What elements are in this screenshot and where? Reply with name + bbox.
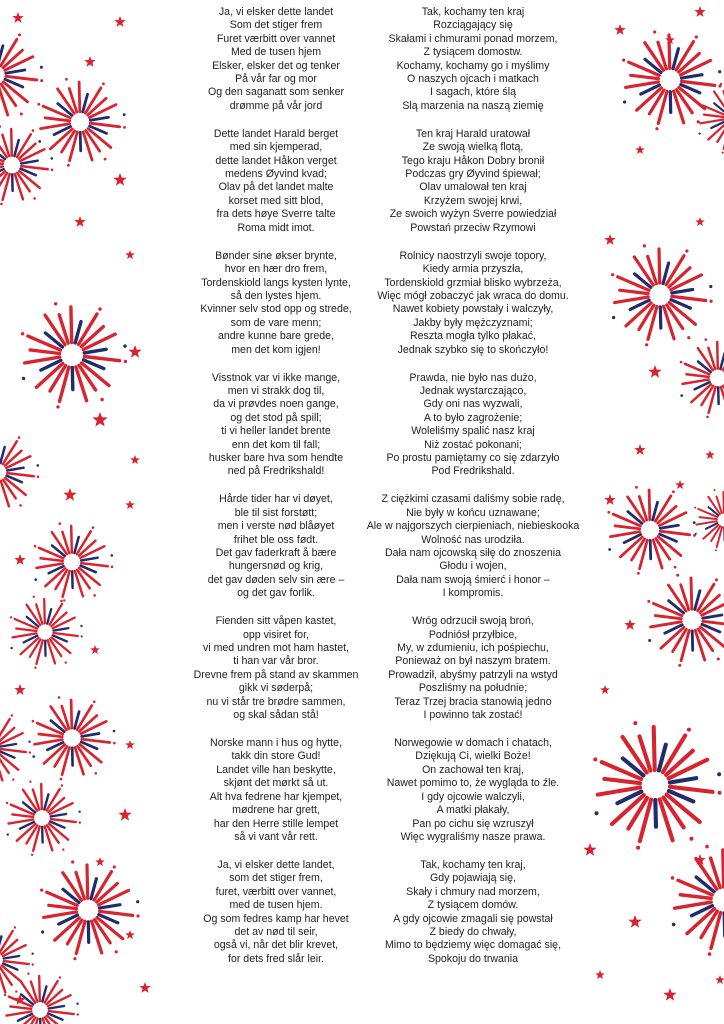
lyric-line: Niż zostać pokonani; [424, 438, 522, 451]
lyric-line: Olav på det landet malte [218, 181, 334, 194]
firework-icon [6, 781, 81, 857]
firework-icon [671, 845, 724, 956]
star-icon [139, 982, 150, 993]
lyric-line: Prowadził, abyśmy patrzyli na wstyd [388, 668, 558, 681]
lyric-line: skjønt det mørkt så ut. [223, 777, 329, 790]
lyric-line: Som det stiger frem [229, 19, 323, 32]
lyric-line: for dets fred slår leir. [228, 952, 324, 965]
lyric-line: Skałami i chmurami ponad morzem, [388, 32, 558, 45]
lyric-line: Więc mógł zobaczyć jak wraca do domu. [377, 289, 569, 302]
star-icon [715, 975, 724, 984]
lyric-line: My, w zdumieniu, ich pośpiechu, [397, 642, 549, 655]
lyric-line: med de tusen hjem. [229, 899, 323, 912]
lyric-line: Więc wygraliśmy nasze prawa. [400, 830, 546, 843]
lyric-line: On zachował ten kraj, [422, 763, 524, 776]
lyric-line: Bønder sine økser brynte, [215, 249, 337, 262]
lyric-line: fra dets høye Sverre talte [216, 208, 336, 221]
lyric-line: Norske mann i hus og hytte, [210, 737, 342, 750]
lyric-line: A gdy ojcowie zmagali się powstał [393, 912, 553, 925]
star-icon [705, 450, 715, 459]
lyric-line: Og den saganatt som senker [207, 86, 345, 99]
star-icon [14, 554, 25, 565]
lyric-line: Kochamy, kochamy go i myślimy [396, 59, 550, 72]
lyric-line: har den Herre stille lempet [213, 817, 339, 830]
star-icon [125, 250, 135, 259]
lyric-line: Powstań przeciw Rzymowi [410, 221, 536, 234]
lyric-line: Prawda, nie było nas dużo, [409, 371, 537, 384]
lyric-line: Nie były w końcu uznawane; [406, 506, 540, 519]
lyric-line: hungersnød og krig, [228, 560, 324, 573]
lyric-line: Podczas gry Øyvind śpiewał; [405, 168, 541, 181]
lyric-line: ned på Fredrikshald! [227, 465, 325, 478]
stanza-pl-3 [338, 250, 608, 357]
lyric-line: A to było zagrożenie; [423, 411, 523, 424]
lyric-line: Wolność nas urodziła. [421, 533, 525, 546]
lyric-line: husker bare hva som hendte [208, 451, 344, 464]
lyric-line: Kvinner selv stod opp og strede, [200, 303, 352, 316]
star-icon [90, 645, 100, 654]
star-icon [614, 24, 625, 35]
lyric-line: Landet ville han beskytte, [216, 763, 336, 776]
lyric-line: Tak, kochamy ten kraj, [420, 858, 526, 871]
lyric-line: vi med undren mot ham hastet, [202, 642, 350, 655]
lyric-line: I sagach, które ślą [430, 86, 516, 99]
stanza-pl-6 [338, 615, 608, 722]
lyric-line: drømme på vår jord [229, 99, 323, 112]
lyric-line: I kompromis. [442, 587, 504, 600]
lyric-line: Głodu i wojen, [439, 560, 507, 573]
lyric-line: Visstnok var vi ikke mange, [211, 371, 341, 384]
firework-icon [593, 721, 721, 850]
lyric-line: O naszych ojcach i matkach [407, 73, 539, 86]
lyric-line: Alt hva fedrene har kjempet, [209, 790, 343, 803]
firework-icon [0, 125, 53, 205]
firework-icon [32, 696, 116, 780]
lyric-line: og skal sådan stå! [233, 709, 319, 722]
lyric-line: På vår far og mor [235, 73, 317, 86]
lyric-line: Nawet kobiety powstały i walczyły, [392, 303, 554, 316]
firework-icon [647, 574, 724, 667]
lyric-line: Ze swoją wielką flotą, [422, 141, 524, 154]
lyric-line: som de vare menn; [230, 316, 322, 329]
firework-icon [680, 338, 724, 418]
lyric-line: Dała nam ojcowską siłę do znoszenia [384, 547, 562, 559]
star-icon [128, 345, 141, 358]
lyric-line: Nawet pomimo to, że wygląda to źle. [386, 777, 560, 790]
lyric-line: Gdy oni nas wyzwali, [423, 398, 523, 411]
lyric-line: hvor en hær dro frem, [224, 263, 328, 276]
stanza-pl-1 [338, 6, 608, 113]
lyric-line: Slą marzenia na naszą ziemię [402, 99, 544, 112]
lyric-line: Gdy pojawiają się, [430, 872, 516, 885]
lyric-line: med sin kjemperad, [229, 141, 323, 154]
lyric-line: men i verste nød blåøyet [217, 520, 335, 533]
lyric-line: Z ciężkimi czasami daliśmy sobie radę, [381, 493, 565, 506]
stanza-pl-5 [338, 493, 608, 600]
lyric-line: Poszliśmy na południe; [418, 682, 528, 695]
stanza-pl-2 [338, 128, 608, 235]
stanza-pl-7 [338, 737, 608, 844]
lyric-line: og det gav forlik. [237, 587, 315, 600]
lyric-line: mødrene har grett, [232, 804, 320, 817]
firework-icon [0, 923, 34, 999]
firework-icon [0, 432, 39, 512]
lyric-line: I gdy ojcowie walczyli, [421, 790, 525, 803]
lyric-line: Dziękują Ci, wielki Boże! [415, 750, 531, 763]
lyric-line: Dette landet Harald berget [213, 127, 339, 140]
lyric-line: I powinno tak zostać! [423, 709, 523, 722]
lyric-line: Ale w najgorszych cierpieniach, niebieskooka [366, 520, 580, 533]
star-icon [113, 173, 126, 186]
lyric-line: dette landet Håkon verget [215, 154, 337, 167]
lyric-line: Rolnicy naostrzyli swoje topory, [399, 249, 547, 262]
lyric-line: nu vi står tre brødre sammen, [206, 695, 346, 708]
star-icon [634, 444, 645, 455]
firework-icon [694, 489, 724, 551]
lyric-line: Drevne frem på stand av skammen [193, 668, 359, 681]
lyric-line: Jednak szybko się to skończyło! [397, 343, 549, 356]
lyric-line: furet, værbitt over vannet, [215, 885, 337, 898]
star-icon [624, 619, 635, 630]
lyric-line: Tego kraju Håkon Dobry bronił [401, 154, 545, 167]
lyric-line: det av nød til seir, [234, 925, 318, 938]
lyric-line: enn det kom til fall; [231, 438, 321, 451]
lyric-line: Teraz Trzej bracia stanowią jedno [394, 695, 552, 708]
star-icon [84, 56, 95, 67]
lyric-line: Hårde tider har vi døyet, [219, 493, 333, 506]
star-icon [114, 16, 125, 27]
lyric-line: Jakby były mężczyznami; [413, 316, 533, 329]
lyric-line: Reszta mogła tylko płakać, [409, 330, 536, 343]
firework-icon [0, 711, 31, 787]
star-icon [63, 488, 76, 501]
lyric-line: Ja, vi elsker dette landet [218, 6, 334, 18]
star-icon [92, 412, 107, 427]
star-icon [648, 365, 661, 378]
lyric-line: Wróg odrzucił swoją broń, [412, 615, 534, 628]
lyric-line: Fienden sitt våpen kastet, [215, 615, 337, 628]
lyric-line: Det gav faderkraft å bære [215, 547, 337, 559]
lyric-line: Z tysiącem domów. [427, 899, 519, 912]
lyric-line: Po prostu pamiętamy co się zdarzyło [386, 451, 560, 464]
star-icon [118, 808, 131, 821]
lyric-line: Tordenskiold langs kysten lynte, [201, 276, 351, 289]
lyric-line: Med de tusen hjem [230, 46, 322, 59]
lyric-line: A matki płakały, [436, 804, 510, 817]
lyric-line: frihet ble oss født. [233, 533, 319, 546]
lyric-line: Tordenskiold grzmiał blisko wybrzeża, [384, 276, 562, 289]
firework-icon [34, 522, 114, 602]
lyric-line: Pod Fredrikshald. [431, 465, 515, 478]
lyric-line: Z biedy do chwały, [429, 925, 517, 938]
lyric-line: det gav døden selv sin ære – [207, 573, 345, 586]
lyric-line: Z tysiącem domostw. [423, 46, 523, 59]
star-icon [95, 857, 105, 866]
star-icon [74, 216, 85, 227]
lyric-line: Spokoju do trwania [427, 952, 519, 965]
lyric-line: andre kunne bare grede, [217, 330, 335, 343]
lyric-line: Ten kraj Harald uratował [415, 127, 531, 140]
lyric-line: så vi vant vår rett. [234, 830, 318, 843]
lyric-line: Roma midt imot. [237, 221, 315, 234]
lyric-line: så den lystes hjem. [230, 289, 322, 302]
lyric-line: Pan po cichu się wzruszył [412, 817, 534, 830]
stanza-pl-8 [338, 859, 608, 966]
firework-icon [0, 29, 43, 122]
lyric-line: Woleliśmy spalić nasz kraj [411, 425, 535, 438]
firework-icon [611, 244, 713, 346]
lyric-line: Tak, kochamy ten kraj [421, 6, 525, 18]
lyric-line: gikk vi søderpå; [238, 682, 314, 695]
lyric-line: Norwegowie w domach i chatach, [394, 737, 552, 750]
firework-icon [607, 486, 696, 575]
lyric-line: Olav umalował ten kraj [419, 181, 527, 194]
lyric-line: Podniósł przyłbice, [428, 628, 518, 641]
star-icon [125, 500, 135, 509]
lyric-line: ble til sist forstøtt; [234, 506, 318, 519]
lyric-line: Furet værbitt over vannet [216, 32, 336, 45]
lyric-line: opp visiret for, [243, 628, 309, 641]
lyric-line: Skały i chmury nad morzem, [406, 885, 540, 898]
lyric-line: Elsker, elsker det og tenker [212, 59, 340, 72]
lyric-line: som det stiger frem, [229, 872, 323, 885]
star-icon [125, 930, 135, 939]
lyric-line: men det kom igjen! [231, 343, 321, 356]
star-icon [628, 915, 641, 928]
firework-icon [40, 860, 139, 960]
lyric-line: Ja, vi elsker dette landet, [217, 858, 335, 871]
lyric-line: Rozciągający się [433, 19, 513, 32]
lyric-line: Jednak wystarczająco, [419, 384, 527, 397]
star-icon [12, 12, 23, 23]
lyric-line: Kiedy armia przyszła, [422, 263, 524, 276]
lyric-line: korset med sitt blod, [228, 194, 324, 207]
lyric-line: Mimo to będziemy więc domagać się, [384, 939, 562, 952]
lyric-line: og det stod på spill; [230, 411, 322, 424]
star-icon [130, 455, 140, 464]
lyric-line: medens Øyvind kvad; [225, 168, 327, 181]
lyric-line: Og som fedres kamp har hevet [203, 912, 349, 925]
lyric-line: takk din store Gud! [231, 750, 321, 763]
firework-icon [10, 596, 83, 669]
firework-icon [698, 83, 724, 154]
lyric-line: ti han var vår bror. [233, 655, 319, 668]
lyric-line: ti vi heller landet brente [221, 425, 331, 438]
firework-icon [37, 78, 126, 167]
firework-icon [21, 302, 127, 409]
lyric-line: da vi prøvdes noen gange, [213, 398, 339, 411]
polish-lyrics [338, 6, 608, 981]
lyric-line: også vi, når det blir krevet, [213, 939, 339, 952]
stanza-pl-4 [338, 372, 608, 479]
star-icon [14, 684, 25, 695]
star-icon [695, 217, 705, 226]
lyric-line: Ze swoich wyżyn Sverre powiedział [389, 208, 557, 221]
star-icon [694, 6, 705, 17]
star-icon [125, 740, 135, 749]
lyric-line: Krzyżem swojej krwi, [423, 194, 523, 207]
lyric-line: men vi strakk dog til, [227, 384, 325, 397]
star-icon [675, 480, 685, 489]
star-icon [663, 988, 676, 1001]
lyric-line: Ponieważ on był naszym bratem. [395, 655, 551, 668]
star-icon [635, 145, 645, 154]
lyric-line: Dała nam swoją śmierć i honor – [396, 573, 550, 586]
